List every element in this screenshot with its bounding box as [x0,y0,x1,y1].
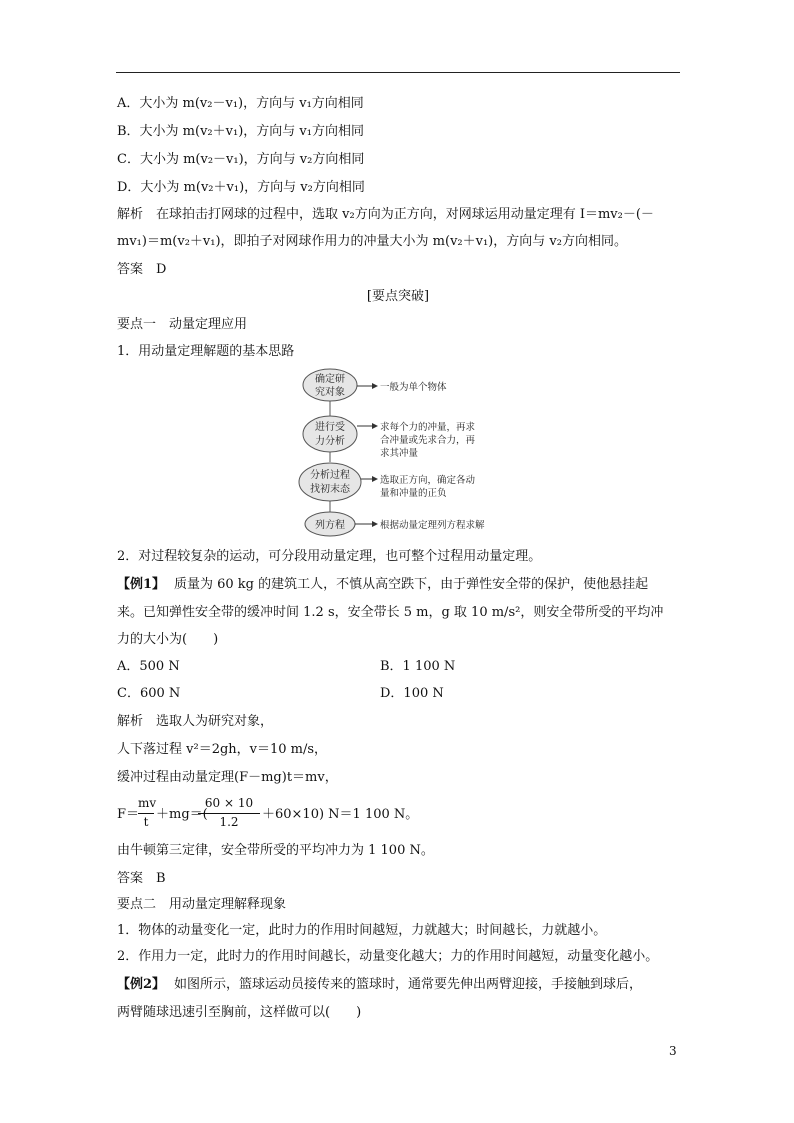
flow-arrow-2 [357,423,378,429]
flow-node-2 [303,416,357,452]
example1-option-a: A．500 N [117,659,180,674]
formula-denominator-2: 1.2 [219,815,239,829]
formula-numerator: mv [138,796,157,810]
point1-title: 要点一 动量定理应用 [117,317,248,332]
formula-fraction-bar [138,813,154,814]
svg-text:力分析: 力分析 [315,436,345,447]
analysis-line-2: mv₁)＝m(v₂＋v₁)，即拍子对网球作用力的冲量大小为 m(v₂＋v₁)，方向与 v₂方向相同。 [117,234,627,249]
flow-node-4 [305,512,355,536]
formula-fraction-bar-2 [198,813,260,814]
example1-option-c: C．600 N [117,686,181,701]
solution1-line-3: 缓冲过程由动量定理(F－mg)t＝mv， [117,770,338,785]
point2-item-1: 1．物体的动量变化一定，此时力的作用时间越短，力就越大；时间越长，力就越小。 [117,923,607,938]
analysis-line-1: 解析 在球拍击打网球的过程中，选取 v₂方向为正方向，对网球运用动量定理有 I＝mv₂－(－ [117,207,654,222]
svg-text:究对象: 究对象 [315,387,345,398]
example2-label: 【例2】 [117,977,166,992]
solution1-line-2: 人下落过程 v²＝2gh，v＝10 m/s， [117,742,328,757]
svg-text:找初末态: 找初末态 [310,484,350,495]
flow-note-4: 根据动量定理列方程求解 [380,520,485,531]
formula-rest: ＋60×10) N＝1 100 N。 [262,807,419,822]
point1-item2: 2．对过程较复杂的运动，可分段用动量定理，也可整个过程用动量定理。 [117,549,542,564]
example1-line-1: 质量为 60 kg 的建筑工人，不慎从高空跌下，由于弹性安全带的保护，使他悬挂起 [174,577,649,592]
flowchart [290,364,520,542]
flow-node-3 [299,463,361,501]
example2-line-2: 两臂随球迅速引至胸前，这样做可以( ) [117,1005,362,1020]
option-a: A．大小为 m(v₂－v₁)，方向与 v₁方向相同 [117,96,364,111]
example1-label: 【例1】 [117,577,166,592]
solution1-line-5: 由牛顿第三定律，安全带所受的平均冲力为 1 100 N。 [117,843,434,858]
svg-text:分析过程: 分析过程 [310,470,350,481]
svg-text:确定研: 确定研 [315,374,345,385]
point1-item1: 1．用动量定理解题的基本思路 [117,344,295,359]
answer1: 答案 B [117,871,166,886]
flow-arrow-1 [357,383,378,389]
option-d: D．大小为 m(v₂＋v₁)，方向与 v₂方向相同 [117,180,365,195]
flow-note-2b: 合冲量或先求合力，再 [380,435,476,446]
flow-note-3a: 选取正方向，确定各动 [380,475,476,486]
point2-title: 要点二 用动量定理解释现象 [117,897,287,912]
formula-mid: ＋mg＝( [156,807,208,822]
example1-option-d: D．100 N [380,686,444,701]
flow-note-3b: 量和冲量的正负 [380,488,447,499]
example1-line-3: 力的大小为( ) [117,632,219,647]
flow-arrow-4 [355,521,378,527]
flow-note-1: 一般为单个物体 [380,382,447,393]
section-title: [要点突破] [366,289,430,304]
formula-denominator: t [143,815,149,829]
point2-item-2: 2．作用力一定，此时力的作用时间越长，动量变化越大；力的作用时间越短，动量变化越小。 [117,949,659,964]
formula-lhs: F＝ [117,807,140,822]
svg-text:进行受: 进行受 [315,422,345,433]
example1-line-2: 来。已知弹性安全带的缓冲时间 1.2 s，安全带长 5 m，g 取 10 m/s²，则安全带所受的平均冲 [117,605,664,620]
flow-arrow-3 [361,476,378,482]
page-number: 3 [669,1044,677,1058]
answer-q0: 答案 D [117,262,167,277]
option-c: C．大小为 m(v₂－v₁)，方向与 v₂方向相同 [117,152,365,167]
flow-note-2c: 求其冲量 [380,448,419,459]
solution1-line-1: 解析 选取人为研究对象， [117,714,274,729]
flow-note-2a: 求每个力的冲量，再求 [380,422,476,433]
svg-text:列方程: 列方程 [315,520,345,531]
option-b: B．大小为 m(v₂＋v₁)，方向与 v₁方向相同 [117,124,364,139]
example1-option-b: B．1 100 N [380,659,456,674]
header-rule [116,72,680,73]
formula-numerator-2: 60 × 10 [204,796,254,810]
flow-node-1 [303,369,357,401]
example2-line-1: 如图所示，篮球运动员接传来的篮球时，通常要先伸出两臂迎接，手接触到球后， [174,977,643,992]
